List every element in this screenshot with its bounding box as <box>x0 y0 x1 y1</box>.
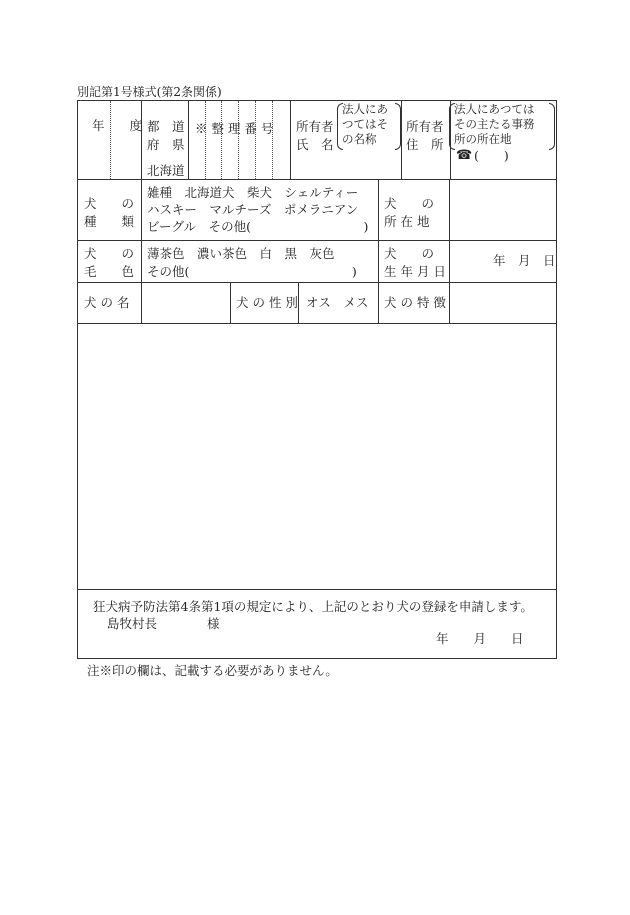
form-header: 別記第1号様式(第2条関係) <box>77 85 222 99</box>
application-date: 年 月 日 <box>436 631 524 646</box>
prefecture-value: 北海道 <box>147 163 185 178</box>
dog-sex-label: 犬 の 性 別 <box>236 295 298 310</box>
coat-color-label: 犬 の 毛 色 <box>84 246 135 280</box>
birthdate-label: 犬 の 生 年 月 日 <box>384 246 446 280</box>
birthdate-value: 年 月 日 <box>493 253 556 268</box>
corporate-address-note: 法人にあつては その主たる事務 所の所在地 <box>454 102 535 146</box>
coat-color-options: 薄茶色 濃い茶色 白 黒 灰色 その他( ) <box>147 246 357 280</box>
location-label: 犬 の 所 在 地 <box>384 196 435 230</box>
application-statement: 狂犬病予防法第4条第1項の規定により、上記のとおり犬の登録を申請します。 <box>93 599 533 614</box>
breed-label: 犬 の 種 類 <box>84 196 135 230</box>
owner-name-label: 所有者 氏 名 <box>296 119 334 153</box>
breed-options: 雑種 北海道犬 柴犬 シェルティー ハスキー マルチーズ ポメラニアン ビーグル その他( ) <box>147 185 369 234</box>
dog-sex-options: オス メス <box>306 295 369 310</box>
dog-name-label: 犬 の 名 <box>84 295 130 310</box>
prefecture-label: 都 道 府 県 <box>147 119 185 153</box>
footnote: 注※印の欄は、記載する必要がありません。 <box>87 663 338 678</box>
phone-icon: ☎ <box>456 148 473 163</box>
phone-field: ( ) <box>474 148 509 163</box>
owner-address-label: 所有者 住 所 <box>406 119 444 153</box>
dog-features-label: 犬 の 特 徴 <box>384 295 446 310</box>
year-label: 年 度 <box>92 118 143 133</box>
registration-number-label: ※ 整 理 番 号 <box>195 121 274 136</box>
corporate-name-note: 法人にあ つてはそ の名称 <box>342 102 388 146</box>
application-addressee: 島牧村長 様 <box>107 616 220 631</box>
